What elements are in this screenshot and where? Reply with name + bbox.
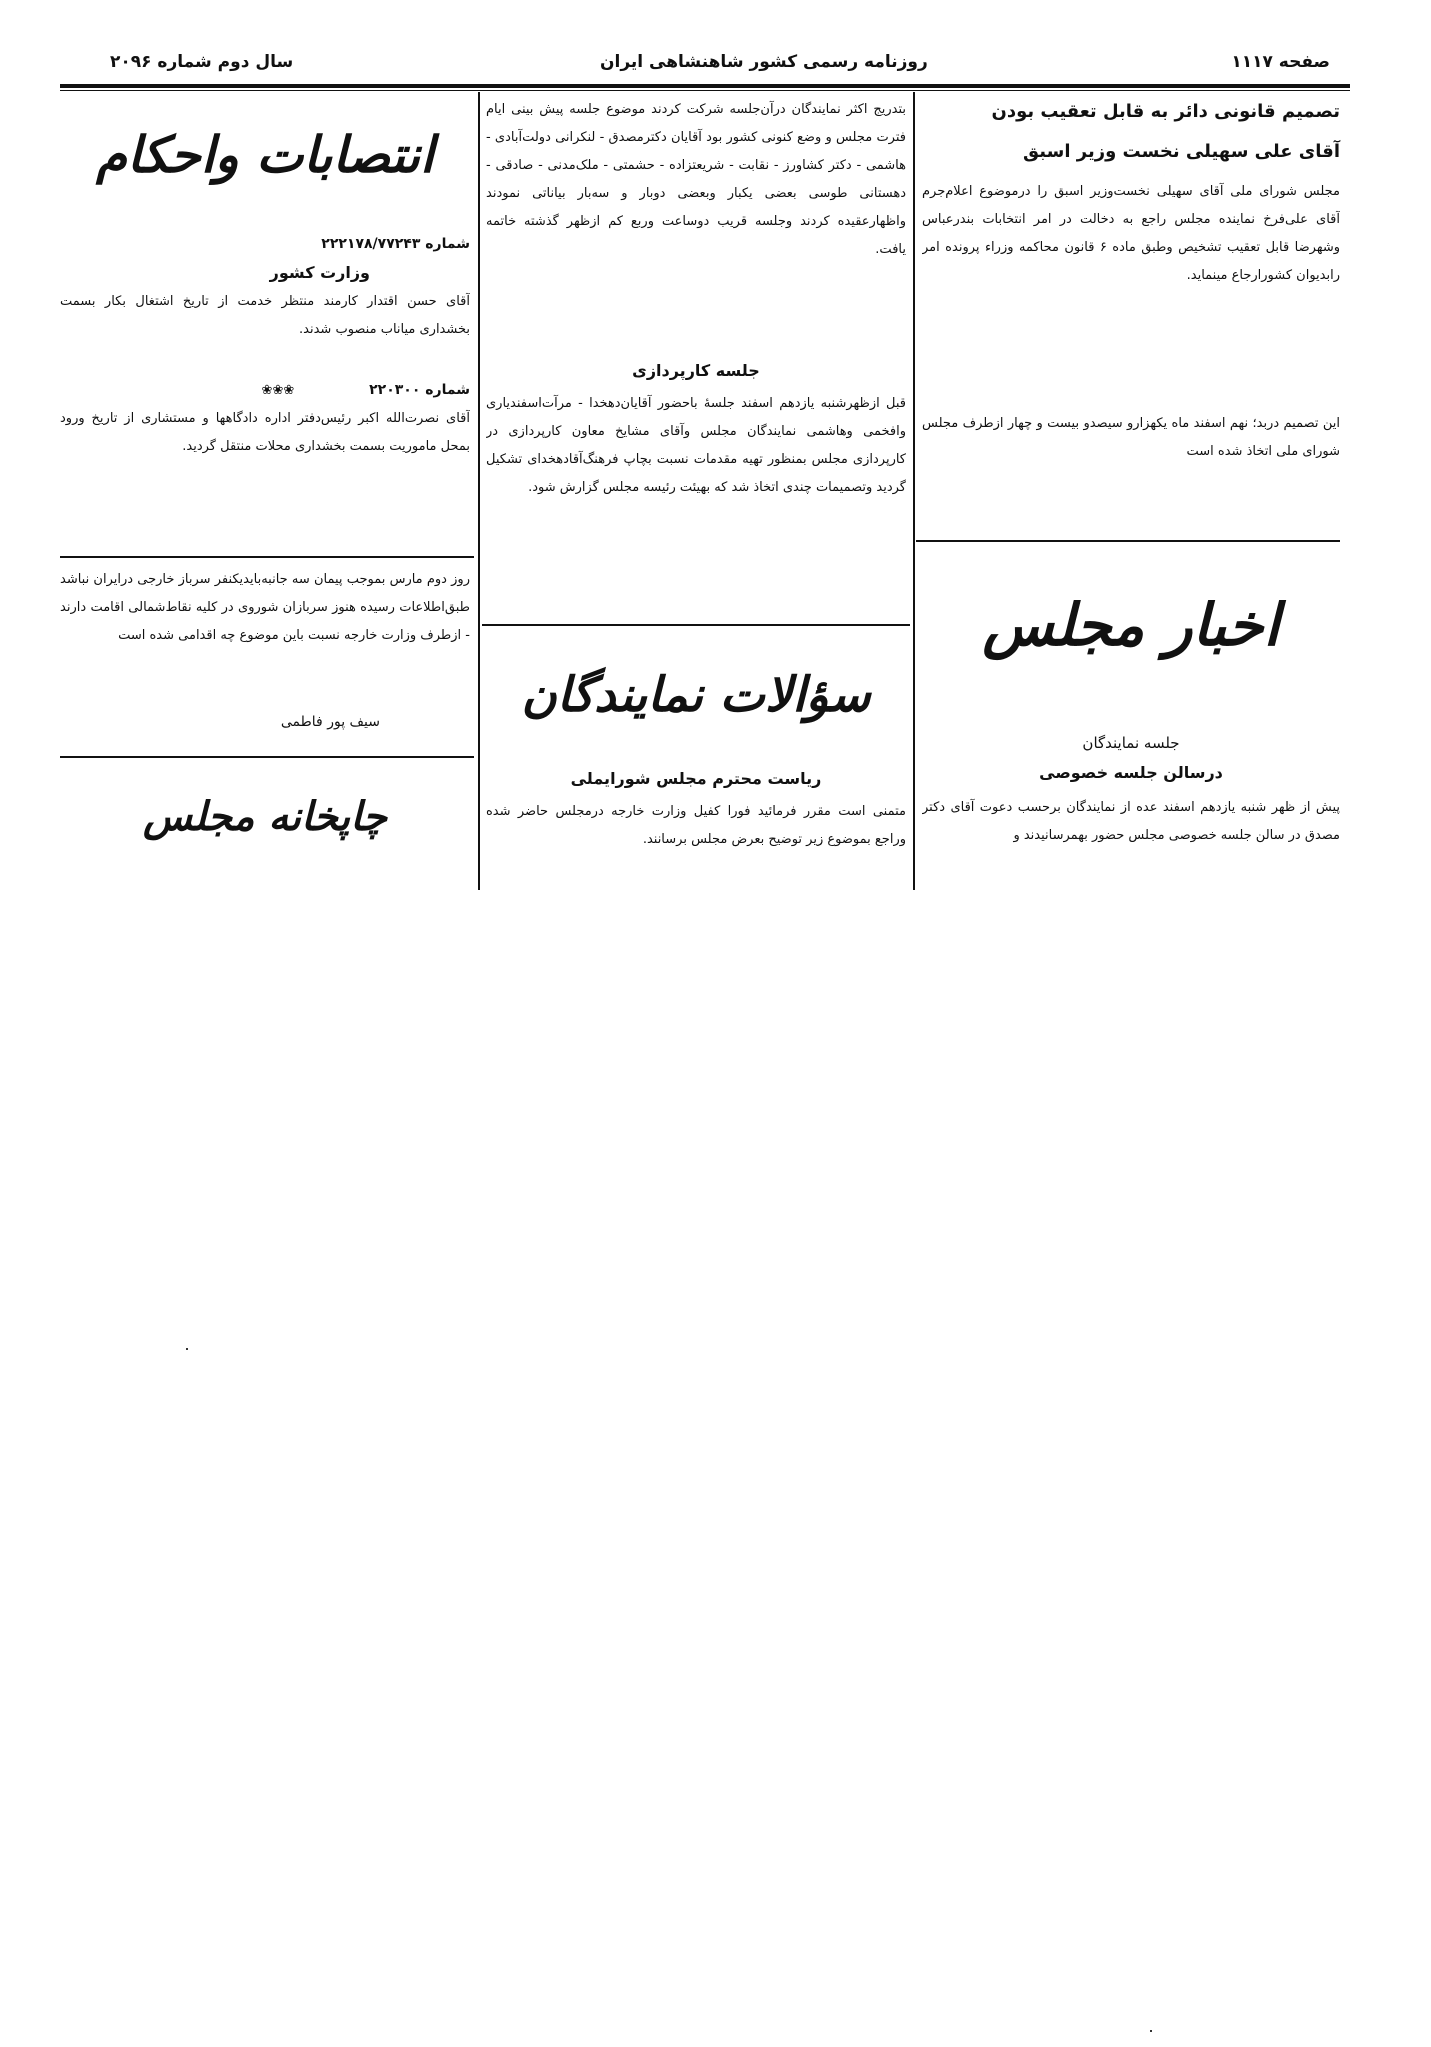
section-title-print-house: چاپخانه مجلس [142, 793, 388, 840]
decree-1-body: آقای حسن اقتدار کارمند منتظر خدمت از تاریخ اشتغال بکار بسمت بخشداری میاناب منصوب شدند. [60, 294, 470, 337]
flower-ornament: ❀❀❀ [261, 383, 295, 398]
divider-left-2 [60, 756, 474, 758]
article-session-continued: بتدریج اکثر نمایندگان درآن‌جلسه شرکت کردند موضوع جلسه پیش بینی ایام فترت مجلس و وضع کنونی کشور بود آقایان دکترمصدق - لنکرانی دولت‌آبادی - هاشمی - دکتر کشاورز - نقابت - شریعتزاده - حشمتی - ملک‌مدنی - صادقی - دهستانی طوسی بعضی یکبار وبعضی دوبار و سه‌بار بیاناتی نمودند واظهارعقیده کردند وجلسه قریب دوساعت وربع کم ازظهر گذشته خاتمه یافت. [486, 102, 906, 257]
section-title-appointments: انتصابات واحکام [96, 125, 434, 184]
decree-number-2 [60, 376, 470, 405]
ministry-interior: وزارت کشور [269, 263, 370, 282]
column-divider-right [913, 92, 915, 890]
article-session-body: پیش از ظهر شنبه یازدهم اسفند عده از نمایندگان برحسب دعوت آقای دکتر مصدق در سالن جلسه خصوصی مجلس حضور بهمرسانیدند و [922, 800, 1340, 843]
decree-2-body: آقای نصرت‌الله اکبر رئیس‌دفتر اداره دادگاهها و مستشاری از تاریخ ورود بمحل ماموریت بسمت بخشداری محلات منتقل گردید. [60, 411, 470, 454]
column-divider-left [478, 92, 480, 890]
decree-2-number: شماره ۲۲۰۳۰۰ [369, 382, 470, 398]
divider-left-1 [60, 556, 474, 558]
scan-speck [1150, 2030, 1152, 2032]
issue-number: سال دوم شماره ۲۰۹۶ [110, 52, 294, 72]
subheading-presidency: ریاست محترم مجلس شورایملی [570, 769, 822, 788]
question-signature: سیف پور فاطمی [280, 714, 380, 730]
headline-prosecution: تصمیم قانونی دائر به قابل تعقیب بودن [991, 101, 1340, 122]
scan-speck [186, 1348, 188, 1350]
article-prosecution-body: مجلس شورای ملی آقای سهیلی نخست‌وزیر اسبق را درموضوع اعلام‌جرم آقای علی‌فرخ نماینده مجلس راجع به دخالت در امر انتخابات بندرعباس وشهرضا قابل تعقیب تشخیص وطبق ماده ۶ قانون محاکمه وزراء پرونده امر رابدیوان کشورارجاع مینماید. [922, 184, 1340, 283]
page-header [60, 48, 1350, 82]
header-rule [60, 84, 1350, 88]
subheading-private-hall: درسالن جلسه خصوصی [1039, 763, 1223, 782]
divider-right-1 [916, 540, 1340, 542]
subheading-karpardazi: جلسه کارپردازی [632, 361, 760, 380]
article-question-body: متمنی است مقرر فرمائید فورا کفیل وزارت خارجه درمجلس حاضر شده وراجع بموضوع زیر توضیح بعرض مجلس برسانند. [486, 804, 906, 847]
majlis-news-section [922, 560, 1340, 878]
section-title-majlis-news: اخبار مجلس [982, 591, 1280, 659]
header-rule-thin [60, 90, 1350, 91]
article-karpardazi-body: قبل ازظهرشنبه یازدهم اسفند جلسهٔ باحضور آقایان‌دهخدا - مرآت‌اسفندیاری وافخمی وهاشمی نمایندگان مجلس وآقای مشایخ معاون کارپردازی در کارپردازی مجلس بمنظور تهیه مقدمات نسبت بچاپ فرهنگ‌آقادهخدای تشکیل گردید وتصمیمات چندی اتخاذ شد که بهیئت رئیسه مجلس گزارش شود. [486, 396, 906, 495]
print-house-section [60, 772, 470, 864]
column-right [922, 96, 1340, 498]
section-title-questions: سؤالات نمایندگان [521, 667, 871, 723]
divider-middle-1 [482, 624, 910, 626]
page-number: صفحه ۱۱۱۷ [1231, 52, 1330, 72]
column-middle [486, 96, 906, 614]
newspaper-name: روزنامه رسمی کشور شاهنشاهی ایران [600, 52, 928, 72]
column-left [60, 100, 470, 517]
headline-soheili: آقای علی سهیلی نخست وزیر اسبق [1023, 141, 1340, 162]
subheading-session: جلسه نمایندگان [1082, 734, 1180, 752]
decree-number-1: شماره ۲۲۲۱۷۸/۷۷۲۴۳ [321, 236, 470, 252]
article-decision-date: این تصمیم دربد؛ نهم اسفند ماه یکهزارو سیصدو بیست و چهار ازطرف مجلس شورای ملی اتخاذ شده است [922, 416, 1340, 459]
question-body: روز دوم مارس بموجب پیمان سه جانبه‌بایدیکنفر سرباز خارجی درایران نباشد طبق‌اطلاعات رسیده هنوز سربازان شوروی در کلیه نقاط‌شمالی اقامت دارند - ازطرف وزارت خارجه نسبت باین موضوع چه اقدامی شده است [60, 572, 470, 643]
column-left-question [60, 566, 470, 736]
questions-section [486, 640, 906, 882]
